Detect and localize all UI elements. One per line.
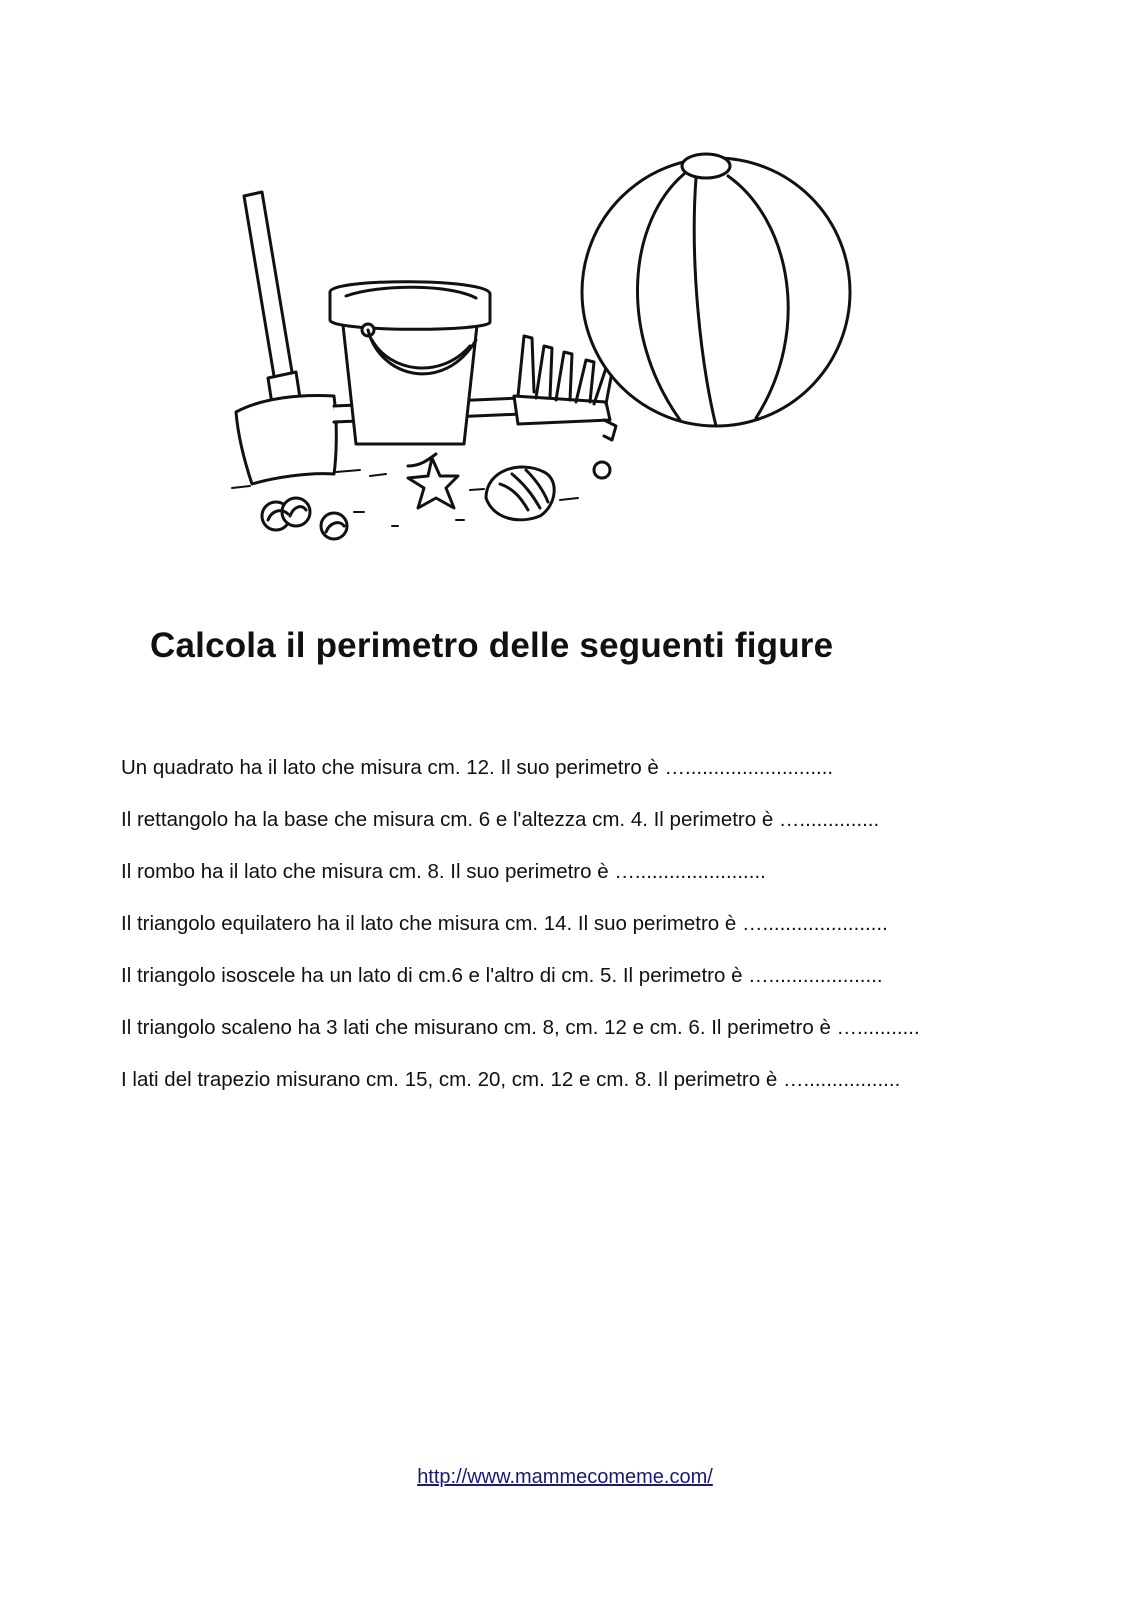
exercise-item-equilateral-triangle: Il triangolo equilatero ha il lato che misura cm. 14. Il suo perimetro è …...................... xyxy=(121,912,888,935)
beach-ball-icon xyxy=(582,154,850,426)
exercise-item-rhombus: Il rombo ha il lato che misura cm. 8. Il suo perimetro è …....................... xyxy=(121,860,766,883)
exercise-list xyxy=(121,756,920,1120)
website-link[interactable]: http://www.mammecomeme.com/ xyxy=(417,1466,713,1488)
exercise-item-scalene-triangle: Il triangolo scaleno ha 3 lati che misurano cm. 8, cm. 12 e cm. 6. Il perimetro è …........... xyxy=(121,1016,920,1039)
exercise-item-trapezoid: I lati del trapezio misurano cm. 15, cm. 20, cm. 12 e cm. 8. Il perimetro è …................. xyxy=(121,1068,901,1091)
exercise-item-square: Un quadrato ha il lato che misura cm. 12. Il suo perimetro è ….......................... xyxy=(121,756,834,779)
shovel-icon xyxy=(236,192,336,484)
starfish-icon xyxy=(408,454,458,508)
bucket-icon xyxy=(330,282,490,444)
beach-toys-illustration xyxy=(220,140,880,580)
worksheet-title: Calcola il perimetro delle seguenti figure xyxy=(150,626,834,665)
pebble-icon xyxy=(594,462,610,478)
marbles-icon xyxy=(262,498,347,539)
footer xyxy=(0,1466,1130,1489)
seashell-icon xyxy=(486,467,554,520)
exercise-item-isosceles-triangle: Il triangolo isoscele ha un lato di cm.6 e l'altro di cm. 5. Il perimetro è ….................... xyxy=(121,964,883,987)
exercise-item-rectangle: Il rettangolo ha la base che misura cm. 6 e l'altezza cm. 4. Il perimetro è ….............. xyxy=(121,808,880,831)
